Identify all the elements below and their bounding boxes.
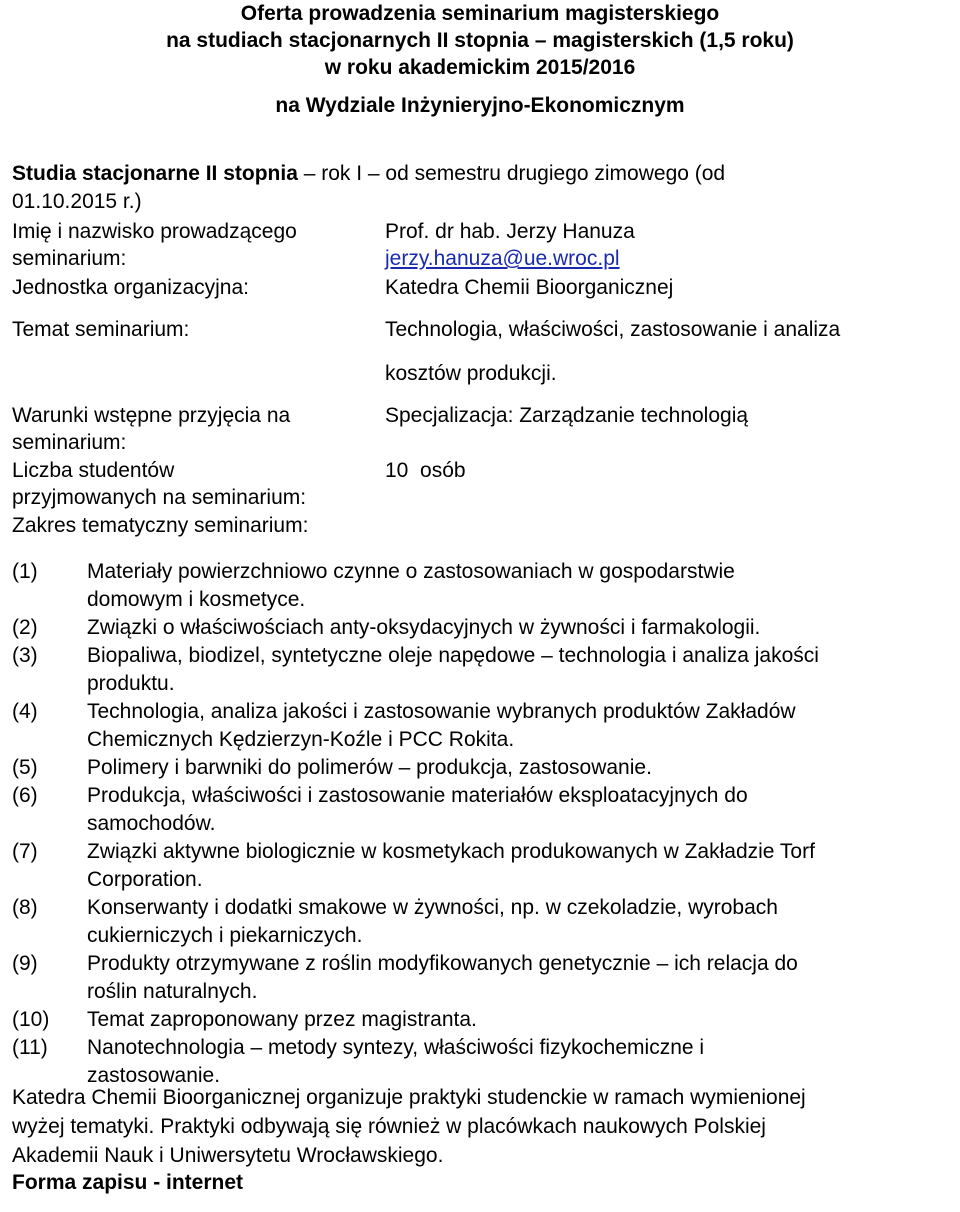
list-item-number: (10) <box>12 1008 50 1031</box>
study-start-date: 01.10.2015 r.) <box>12 190 142 213</box>
unit-value: Katedra Chemii Bioorganicznej <box>385 276 674 299</box>
internship-paragraph-line: Akademii Nauk i Uniwersytetu Wrocławskiego. <box>12 1144 444 1167</box>
list-item-number: (11) <box>12 1036 48 1059</box>
list-item-text: Związki o właściwościach anty-oksydacyjnych w żywności i farmakologii. <box>87 616 761 639</box>
topic-label: Temat seminarium: <box>12 318 190 341</box>
list-item <box>12 698 942 754</box>
list-item-number: (9) <box>12 952 38 975</box>
list-item-text: Produkcja, właściwości i zastosowanie materiałów eksploatacyjnych do <box>87 784 748 807</box>
list-item-text: zastosowanie. <box>87 1064 221 1087</box>
topic-value-cont: kosztów produkcji. <box>385 362 557 385</box>
list-item-text: cukierniczych i piekarniczych. <box>87 924 363 947</box>
list-item <box>12 894 942 950</box>
supervisor-label: Imię i nazwisko prowadzącego <box>12 220 297 243</box>
list-item <box>12 782 942 838</box>
internship-paragraph <box>12 1083 806 1170</box>
list-item-number: (2) <box>12 616 38 639</box>
list-item <box>12 754 942 782</box>
doc-title-line-3: w roku akademickim 2015/2016 <box>324 56 636 79</box>
internship-paragraph-line: wyżej tematyki. Praktyki odbywają się również w placówkach naukowych Polskiej <box>12 1115 766 1138</box>
study-mode-bold: Studia stacjonarne II stopnia <box>12 162 298 185</box>
list-item-number: (7) <box>12 840 38 863</box>
doc-title-line-2: na studiach stacjonarnych II stopnia – magisterskich (1,5 roku) <box>166 29 794 52</box>
conditions-label: Warunki wstępne przyjęcia na <box>12 404 291 427</box>
study-mode-line <box>12 160 725 187</box>
list-item-text: Produkty otrzymywane z roślin modyfikowanych genetycznie – ich relacja do <box>87 952 798 975</box>
list-item-number: (5) <box>12 756 38 779</box>
enrollment-method: Forma zapisu - internet <box>12 1171 244 1194</box>
list-item <box>12 1034 942 1090</box>
supervisor-email-link[interactable]: jerzy.hanuza@ue.wroc.pl <box>385 247 620 270</box>
scope-label: Zakres tematyczny seminarium: <box>12 514 309 537</box>
doc-title-line-1: Oferta prowadzenia seminarium magisterskiego <box>240 2 720 25</box>
list-item-text: Związki aktywne biologicznie w kosmetykach produkowanych w Zakładzie Torf <box>87 840 815 863</box>
list-item-text: roślin naturalnych. <box>87 980 258 1003</box>
list-item-text: produktu. <box>87 672 175 695</box>
supervisor-value: Prof. dr hab. Jerzy Hanuza <box>385 220 635 243</box>
list-item-text: Polimery i barwniki do polimerów – produkcja, zastosowanie. <box>87 756 652 779</box>
students-value: 10 osób <box>385 459 466 482</box>
list-item <box>12 614 942 642</box>
list-item-text: domowym i kosmetyce. <box>87 588 306 611</box>
list-item <box>12 838 942 894</box>
list-item-number: (1) <box>12 560 38 583</box>
list-item <box>12 1006 942 1034</box>
list-item-number: (6) <box>12 784 38 807</box>
topic-value: Technologia, właściwości, zastosowanie i analiza <box>385 318 841 341</box>
study-mode-rest: – rok I – od semestru drugiego zimowego (od <box>297 162 726 185</box>
internship-paragraph-line: Katedra Chemii Bioorganicznej organizuje praktyki studenckie w ramach wymienionej <box>12 1086 806 1109</box>
list-item-text: Materiały powierzchniowo czynne o zastosowaniach w gospodarstwie <box>87 560 735 583</box>
list-item-text: Nanotechnologia – metody syntezy, właściwości fizykochemiczne i <box>87 1036 705 1059</box>
list-item <box>12 642 942 698</box>
students-label: Liczba studentów <box>12 459 175 482</box>
unit-label: Jednostka organizacyjna: <box>12 276 249 299</box>
list-item-text: Temat zaproponowany przez magistranta. <box>87 1008 477 1031</box>
list-item-number: (4) <box>12 700 38 723</box>
list-item-text: Chemicznych Kędzierzyn-Koźle i PCC Rokita. <box>87 728 515 751</box>
conditions-label-cont: seminarium: <box>12 431 127 454</box>
list-item-number: (3) <box>12 644 38 667</box>
list-item <box>12 950 942 1006</box>
students-label-cont: przyjmowanych na seminarium: <box>12 486 307 509</box>
list-item-number: (8) <box>12 896 38 919</box>
supervisor-label-cont: seminarium: <box>12 247 127 270</box>
conditions-value: Specjalizacja: Zarządzanie technologią <box>385 404 749 427</box>
list-item-text: samochodów. <box>87 812 216 835</box>
list-item <box>12 558 942 614</box>
faculty-title: na Wydziale Inżynieryjno-Ekonomicznym <box>275 94 685 117</box>
list-item-text: Biopaliwa, biodizel, syntetyczne oleje napędowe – technologia i analiza jakości <box>87 644 819 667</box>
list-item-text: Corporation. <box>87 868 203 891</box>
list-item-text: Konserwanty i dodatki smakowe w żywności, np. w czekoladzie, wyrobach <box>87 896 778 919</box>
list-item-text: Technologia, analiza jakości i zastosowanie wybranych produktów Zakładów <box>87 700 796 723</box>
